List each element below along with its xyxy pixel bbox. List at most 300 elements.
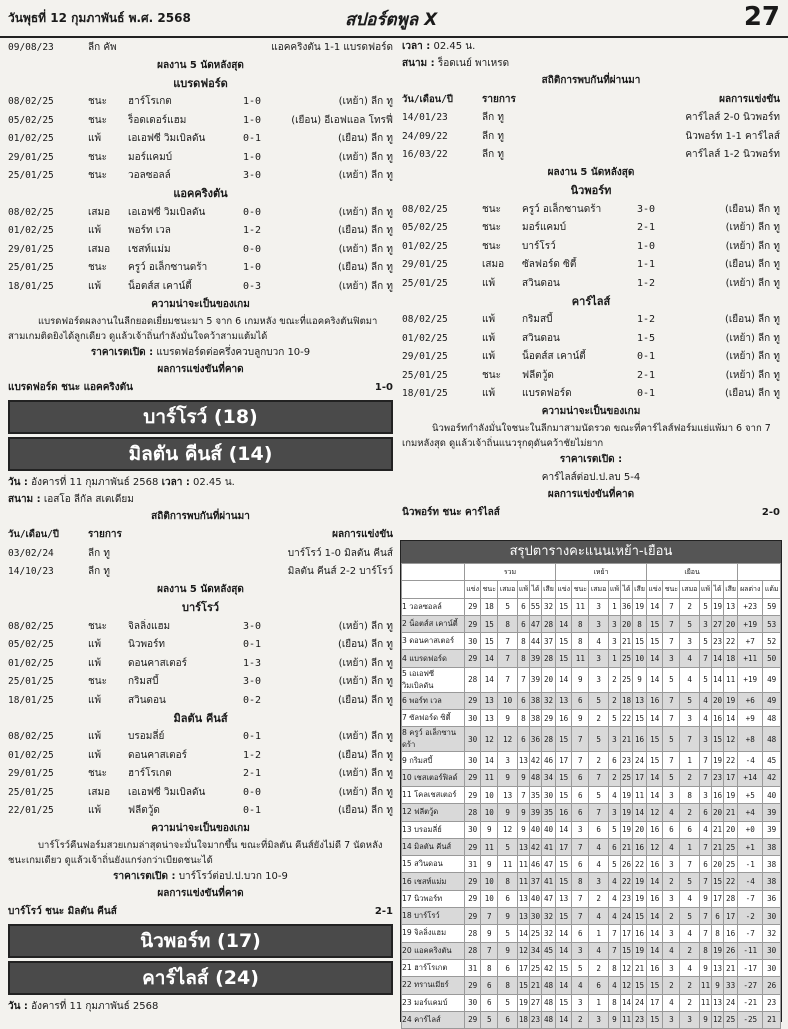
stat-cell: -21 bbox=[738, 994, 763, 1011]
stat-cell: 5 bbox=[589, 727, 609, 752]
form-row bbox=[402, 385, 780, 404]
stat-cell: 3 bbox=[589, 615, 609, 632]
stat-cell: 2 bbox=[589, 890, 609, 907]
match-result: ชนะ bbox=[88, 262, 107, 274]
stat-cell: 40 bbox=[763, 786, 781, 803]
column-header: เสมอ bbox=[680, 581, 700, 598]
table-row bbox=[402, 873, 781, 890]
stat-cell: 6 bbox=[572, 856, 589, 873]
stat-cell: 28 bbox=[465, 925, 481, 942]
stat-cell: 38 bbox=[763, 873, 781, 890]
stat-cell: 21 bbox=[620, 838, 632, 855]
odds-text: แบรดฟอร์ดต่อครึ่งควบลูกบวก 10-9 bbox=[156, 346, 311, 358]
stat-cell: 48 bbox=[763, 710, 781, 727]
stat-cell: 16 bbox=[647, 856, 663, 873]
probability-text: นิวพอร์ทกำลังมั่นใจชนะในลีกมาสามนัดรวด ขณะที่คาร์ไลส์ฟอร์มแย่แพ้มา 6 จาก 7 เกมหลังสุด ดูแล้วเจ้าถิ่นแนวรุกดุดันคว้าชัยไม่ยาก bbox=[402, 423, 771, 449]
stat-cell: 15 bbox=[517, 977, 529, 994]
stat-cell: 49 bbox=[763, 692, 781, 709]
stat-cell: 6 bbox=[498, 1011, 518, 1028]
score: 0-0 bbox=[243, 243, 262, 255]
table-row bbox=[402, 727, 781, 752]
stat-cell: 4 bbox=[699, 710, 711, 727]
stat-cell: 6 bbox=[589, 821, 609, 838]
form-row bbox=[8, 617, 393, 636]
stat-cell: 4 bbox=[699, 821, 711, 838]
stat-cell: 1 bbox=[589, 994, 609, 1011]
stat-cell: 4 bbox=[608, 786, 620, 803]
stat-cell: 7 bbox=[572, 752, 589, 769]
table-row bbox=[402, 786, 781, 803]
stat-cell: 14 bbox=[556, 821, 572, 838]
stat-cell: 3 bbox=[663, 1011, 680, 1028]
venue-league: (เยือน) ลีก ทู bbox=[724, 388, 780, 400]
stat-cell: 8 bbox=[699, 942, 711, 959]
stat-cell: 6 bbox=[680, 821, 700, 838]
stat-cell: 15 bbox=[620, 942, 632, 959]
venue-league: (เหย้า) ลีก ทู bbox=[725, 240, 780, 252]
venue: เอสโอ ลีกัล สเตเดียม bbox=[43, 493, 134, 505]
stat-cell: 15 bbox=[712, 873, 724, 890]
form-row bbox=[402, 366, 780, 385]
form-row bbox=[8, 636, 393, 655]
league: ลีก ทู bbox=[482, 149, 504, 161]
stat-cell: 7 bbox=[663, 615, 680, 632]
stat-cell: 7 bbox=[699, 873, 711, 890]
stat-cell: 7 bbox=[663, 633, 680, 650]
stat-cell: 40 bbox=[529, 821, 541, 838]
column-header: แข่ง bbox=[556, 581, 572, 598]
form-list bbox=[402, 311, 780, 404]
stat-cell: 8 bbox=[572, 633, 589, 650]
score: 0-1 bbox=[243, 805, 262, 817]
stat-cell: 3 bbox=[608, 727, 620, 752]
stat-cell: 3 bbox=[589, 598, 609, 615]
stat-cell: 16 bbox=[633, 925, 647, 942]
stat-cell: 2 bbox=[663, 977, 680, 994]
stat-cell: 16 bbox=[647, 821, 663, 838]
stat-cell: 30 bbox=[465, 633, 481, 650]
odds-text: บาร์โรว์ต่อป.ป.บวก 10-9 bbox=[178, 871, 288, 882]
stat-cell: 7 bbox=[589, 769, 609, 786]
column-header: เสีย bbox=[542, 581, 556, 598]
stat-cell: 4 bbox=[663, 994, 680, 1011]
team-cell: 20 แอคคริงตัน bbox=[402, 942, 465, 959]
venue-league: (เหย้า) ลีก ทู bbox=[725, 277, 780, 289]
stat-cell: 3 bbox=[663, 925, 680, 942]
stat-cell: 10 bbox=[633, 650, 647, 667]
odds-label: ราคาเรตเปิด : bbox=[113, 871, 176, 882]
stat-cell: 3 bbox=[608, 804, 620, 821]
stat-cell: 19 bbox=[633, 873, 647, 890]
left-column bbox=[8, 38, 393, 1015]
stat-cell: 8 bbox=[517, 633, 529, 650]
match-time-info bbox=[402, 38, 780, 55]
stat-cell: 2 bbox=[608, 667, 620, 692]
stat-cell: 10 bbox=[481, 786, 498, 803]
stat-cell: 4 bbox=[572, 977, 589, 994]
stat-cell: 3 bbox=[699, 727, 711, 752]
stat-cell: 13 bbox=[712, 959, 724, 976]
stat-cell: 29 bbox=[465, 598, 481, 615]
stat-cell: 5 bbox=[699, 598, 711, 615]
stat-cell: 6 bbox=[608, 838, 620, 855]
match-date: 29/01/25 bbox=[402, 259, 448, 271]
opponent: พอร์ท เวล bbox=[128, 225, 171, 237]
column-header: แพ้ bbox=[608, 581, 620, 598]
stat-cell: 7 bbox=[699, 650, 711, 667]
stat-cell: 16 bbox=[712, 786, 724, 803]
table-row bbox=[402, 710, 781, 727]
stat-cell: 30 bbox=[465, 752, 481, 769]
stat-cell: 14 bbox=[556, 977, 572, 994]
match-result: ชนะ bbox=[88, 96, 107, 108]
venue-league: (เยือน) ลีก ทู bbox=[337, 639, 393, 651]
stat-cell: 7 bbox=[680, 727, 700, 752]
stat-cell: 29 bbox=[465, 786, 481, 803]
stat-cell: 25 bbox=[620, 667, 632, 692]
stat-cell: -11 bbox=[738, 942, 763, 959]
stat-cell: 3 bbox=[589, 873, 609, 890]
team-cell: 21 ฮาร์โรเกต bbox=[402, 959, 465, 976]
stat-cell: 15 bbox=[481, 615, 498, 632]
stat-cell: 28 bbox=[542, 615, 556, 632]
form-title: ผลงาน 5 นัดหลังสุด bbox=[547, 167, 635, 178]
stat-cell: 33 bbox=[724, 977, 738, 994]
score: 1-0 bbox=[243, 151, 262, 163]
form-row bbox=[8, 167, 393, 186]
stat-cell: 20 bbox=[542, 667, 556, 692]
table-row bbox=[402, 821, 781, 838]
stat-cell: 6 bbox=[572, 925, 589, 942]
col-head: วัน/เดือน/ปี bbox=[8, 529, 59, 541]
stat-cell: 4 bbox=[663, 942, 680, 959]
match-date: 16/03/22 bbox=[402, 149, 448, 161]
table-row bbox=[402, 752, 781, 769]
venue-league: (เยือน) ลีก ทู bbox=[724, 203, 780, 215]
stat-cell: 15 bbox=[556, 873, 572, 890]
stat-cell: 17 bbox=[724, 908, 738, 925]
opponent: มอร์แคมบ์ bbox=[522, 222, 567, 234]
stat-cell: 18 bbox=[724, 650, 738, 667]
score: 1-0 bbox=[243, 96, 262, 108]
stat-cell: 8 bbox=[633, 615, 647, 632]
stat-cell: 28 bbox=[465, 942, 481, 959]
venue-league: (เหย้า) ลีก ทู bbox=[338, 96, 393, 108]
odds-text: คาร์ไลส์ต่อป.ป.ลบ 5-4 bbox=[541, 472, 641, 483]
prediction-text: บาร์โรว์ ชนะ มิลตัน คีนส์ bbox=[8, 906, 117, 917]
stat-cell: +23 bbox=[738, 598, 763, 615]
stat-cell: 5 bbox=[572, 959, 589, 976]
stat-cell: 7 bbox=[663, 710, 680, 727]
table-row bbox=[402, 942, 781, 959]
stat-cell: 32 bbox=[542, 925, 556, 942]
match-date: 25/01/25 bbox=[8, 676, 54, 688]
stat-cell: 6 bbox=[481, 977, 498, 994]
label: เวลา : bbox=[161, 476, 190, 488]
team-name: แบรดฟอร์ด bbox=[173, 76, 228, 90]
venue-league: (เหย้า) ลีก ทู bbox=[338, 243, 393, 255]
stat-cell: 4 bbox=[663, 804, 680, 821]
match-date: 08/02/25 bbox=[8, 206, 54, 218]
stat-cell: 7 bbox=[498, 633, 518, 650]
stat-cell: 39 bbox=[529, 804, 541, 821]
match-result: ชนะ bbox=[88, 620, 107, 632]
stat-cell: 4 bbox=[680, 890, 700, 907]
opponent: จิลลิ่งแฮม bbox=[128, 620, 171, 632]
stat-cell: 15 bbox=[633, 977, 647, 994]
score: 0-0 bbox=[243, 786, 262, 798]
stat-cell: 7 bbox=[517, 667, 529, 692]
stat-cell: 9 bbox=[517, 821, 529, 838]
score: 1-2 bbox=[637, 277, 656, 289]
stat-cell: 22 bbox=[724, 873, 738, 890]
match-result: ชนะ bbox=[88, 114, 107, 126]
team-cell: 16 เชสท์แม่ม bbox=[402, 873, 465, 890]
match-date: 29/01/25 bbox=[402, 351, 448, 363]
venue-league: (เยือน) ลีก ทู bbox=[337, 694, 393, 706]
score: 0-0 bbox=[243, 206, 262, 218]
page-number: 27 bbox=[743, 2, 780, 32]
venue-league: (เหย้า) ลีก ทู bbox=[338, 151, 393, 163]
table-row bbox=[402, 925, 781, 942]
stat-cell: +11 bbox=[738, 650, 763, 667]
prediction bbox=[8, 903, 393, 921]
match-time: 02.45 น. bbox=[193, 476, 235, 488]
stat-cell: 39 bbox=[529, 667, 541, 692]
result: แอคคริงตัน 1-1 แบรดฟอร์ด bbox=[271, 41, 393, 53]
match-date: 25/01/25 bbox=[402, 369, 448, 381]
venue-league: (เหย้า) ลีก ทู bbox=[338, 170, 393, 182]
stat-cell: 37 bbox=[542, 633, 556, 650]
stat-cell: 5 bbox=[680, 873, 700, 890]
table-row bbox=[402, 650, 781, 667]
stat-cell: 17 bbox=[712, 890, 724, 907]
stat-cell: 2 bbox=[663, 873, 680, 890]
stat-cell: 13 bbox=[517, 908, 529, 925]
stat-cell: 21 bbox=[712, 821, 724, 838]
opponent: ฟลีตวู้ด bbox=[522, 369, 554, 381]
form-row bbox=[8, 222, 393, 241]
match-result: แพ้ bbox=[88, 225, 102, 237]
stat-cell: 9 bbox=[498, 710, 518, 727]
stat-cell: 3 bbox=[699, 786, 711, 803]
prediction-score: 1-0 bbox=[374, 381, 393, 393]
match-result: ชนะ bbox=[482, 203, 501, 215]
stat-cell: 11 bbox=[572, 598, 589, 615]
stat-cell: 18 bbox=[481, 598, 498, 615]
opponent: สวินดอน bbox=[128, 694, 166, 706]
stat-cell: 30 bbox=[763, 942, 781, 959]
stat-cell: 16 bbox=[724, 925, 738, 942]
stat-cell: 13 bbox=[481, 692, 498, 709]
opponent: น็อตส์ส เคาน์ตี้ bbox=[522, 351, 586, 363]
stat-cell: 29 bbox=[465, 615, 481, 632]
venue-league: (เยือน) ลีก ทู bbox=[724, 314, 780, 326]
team-cell: 1 วอลซอลล์ bbox=[402, 598, 465, 615]
form-list bbox=[402, 200, 780, 293]
stat-cell: 9 bbox=[517, 769, 529, 786]
stat-cell: 15 bbox=[647, 1011, 663, 1028]
form-row bbox=[8, 203, 393, 222]
stat-cell: 14 bbox=[556, 925, 572, 942]
venue-league: (เหย้า) ลีก ทู bbox=[338, 768, 393, 780]
stat-cell: 39 bbox=[763, 804, 781, 821]
stat-cell: 8 bbox=[572, 873, 589, 890]
stat-cell: 14 bbox=[724, 710, 738, 727]
stat-cell: 14 bbox=[647, 942, 663, 959]
stat-cell: 25 bbox=[724, 856, 738, 873]
match-result: แพ้ bbox=[482, 332, 496, 344]
form-list bbox=[8, 728, 393, 821]
venue-league: (เหย้า) ลีก ทู bbox=[725, 332, 780, 344]
score: 0-2 bbox=[243, 694, 262, 706]
stat-cell: 6 bbox=[572, 769, 589, 786]
form-row bbox=[402, 200, 780, 219]
group-home: เหย้า bbox=[556, 564, 647, 581]
stat-cell: 9 bbox=[699, 890, 711, 907]
score: 0-1 bbox=[637, 388, 656, 400]
match-result: ชนะ bbox=[482, 240, 501, 252]
column-header: ได้ bbox=[529, 581, 541, 598]
column-header: ได้ bbox=[712, 581, 724, 598]
table-row bbox=[402, 908, 781, 925]
league: ลีก คัพ bbox=[88, 41, 117, 53]
stat-cell: 1 bbox=[608, 650, 620, 667]
stat-cell: 9 bbox=[498, 769, 518, 786]
stat-cell: 25 bbox=[620, 769, 632, 786]
form-row bbox=[8, 783, 393, 802]
h2h-header bbox=[402, 90, 780, 109]
team-banner: บาร์โรว์ (18) bbox=[8, 400, 393, 434]
stat-cell: 46 bbox=[529, 856, 541, 873]
stat-cell: 28 bbox=[542, 727, 556, 752]
stat-cell: 20 bbox=[712, 692, 724, 709]
stat-cell: 7 bbox=[699, 838, 711, 855]
form-row bbox=[402, 311, 780, 330]
prediction-text: นิวพอร์ท ชนะ คาร์ไลส์ bbox=[402, 507, 500, 518]
score: 3-0 bbox=[243, 676, 262, 688]
match-time: 02.45 น. bbox=[433, 41, 476, 52]
stat-cell: 7 bbox=[498, 650, 518, 667]
match-date: อังคารที่ 11 กุมภาพันธ์ 2568 bbox=[31, 476, 159, 488]
opponent: เอเอฟซี วิมเบิลดัน bbox=[128, 206, 206, 218]
stat-cell: 12 bbox=[481, 727, 498, 752]
score: 0-1 bbox=[243, 639, 262, 651]
stat-cell: 13 bbox=[712, 994, 724, 1011]
stat-cell: 3 bbox=[572, 942, 589, 959]
opponent: เอเอฟซี วิมเบิลดัน bbox=[128, 786, 206, 798]
stat-cell: 6 bbox=[517, 598, 529, 615]
stat-cell: 2 bbox=[589, 710, 609, 727]
stat-cell: 6 bbox=[517, 692, 529, 709]
opponent: ร็อดเดอร์แฮม bbox=[128, 114, 187, 126]
stat-cell: 36 bbox=[620, 598, 632, 615]
match-date: 29/01/25 bbox=[8, 768, 54, 780]
match-date: 08/02/25 bbox=[402, 314, 448, 326]
stat-cell: 2 bbox=[608, 692, 620, 709]
stat-cell: 6 bbox=[572, 786, 589, 803]
col-head: ผลการแข่งขัน bbox=[332, 529, 393, 541]
stat-cell: 5 bbox=[498, 994, 518, 1011]
form-row bbox=[8, 240, 393, 259]
form-row bbox=[8, 654, 393, 673]
score: 1-1 bbox=[637, 259, 656, 271]
opponent: มอร์แคมบ์ bbox=[128, 151, 173, 163]
stat-cell: 20 bbox=[620, 615, 632, 632]
stat-cell: 6 bbox=[663, 821, 680, 838]
stat-cell: 49 bbox=[763, 667, 781, 692]
stat-cell: 32 bbox=[542, 908, 556, 925]
stat-cell: 7 bbox=[680, 856, 700, 873]
stat-cell: 40 bbox=[529, 890, 541, 907]
stat-cell: 8 bbox=[498, 873, 518, 890]
opponent: สวินดอน bbox=[522, 277, 560, 289]
stat-cell: 9 bbox=[498, 908, 518, 925]
stat-cell: 6 bbox=[699, 856, 711, 873]
stat-cell: 18 bbox=[517, 1011, 529, 1028]
stat-cell: 14 bbox=[647, 769, 663, 786]
score: 1-2 bbox=[243, 225, 262, 237]
stat-cell: 19 bbox=[620, 786, 632, 803]
date: 09/08/23 bbox=[8, 41, 54, 53]
stat-cell: +4 bbox=[738, 804, 763, 821]
match-date: 18/01/25 bbox=[8, 280, 54, 292]
stat-cell: 5 bbox=[498, 925, 518, 942]
stat-cell: 19 bbox=[724, 786, 738, 803]
team-cell: 15 สวินดอน bbox=[402, 856, 465, 873]
score: 0-1 bbox=[243, 133, 262, 145]
team-cell: 18 บาร์โรว์ bbox=[402, 908, 465, 925]
match-date: 25/01/25 bbox=[402, 277, 448, 289]
match-result: แพ้ bbox=[88, 694, 102, 706]
stat-cell: 25 bbox=[529, 959, 541, 976]
result: นิวพอร์ท 1-1 คาร์ไลส์ bbox=[685, 130, 780, 142]
stat-cell: 14 bbox=[481, 752, 498, 769]
stat-cell: 11 bbox=[724, 667, 738, 692]
form-row bbox=[8, 765, 393, 784]
team-name: แอคคริงตัน bbox=[173, 187, 228, 200]
stat-cell: 16 bbox=[556, 710, 572, 727]
prediction-score: 2-1 bbox=[374, 906, 393, 917]
stat-cell: 3 bbox=[680, 633, 700, 650]
stat-cell: 30 bbox=[542, 786, 556, 803]
stat-cell: 1 bbox=[589, 925, 609, 942]
stat-cell: 3 bbox=[680, 710, 700, 727]
stat-cell: 26 bbox=[724, 942, 738, 959]
match-result: ชนะ bbox=[482, 369, 501, 381]
stat-cell: 5 bbox=[680, 615, 700, 632]
odds bbox=[8, 868, 393, 885]
match-info bbox=[8, 998, 393, 1015]
match-info bbox=[8, 474, 393, 491]
standings-table bbox=[400, 540, 782, 1025]
stat-cell: 11 bbox=[498, 856, 518, 873]
stat-cell: +9 bbox=[738, 710, 763, 727]
stat-cell: 42 bbox=[529, 838, 541, 855]
stat-cell: 21 bbox=[620, 727, 632, 752]
match-result: แพ้ bbox=[88, 805, 102, 817]
team-cell: 5 เอเอฟซี วิมเบิลดัน bbox=[402, 667, 465, 692]
stat-cell: 8 bbox=[517, 650, 529, 667]
score: 1-2 bbox=[637, 314, 656, 326]
stat-cell: 28 bbox=[542, 650, 556, 667]
h2h-header bbox=[8, 526, 393, 545]
column-header: ผลต่าง bbox=[738, 581, 763, 598]
stat-cell: 10 bbox=[481, 804, 498, 821]
stat-cell: 23 bbox=[763, 994, 781, 1011]
table-row bbox=[402, 692, 781, 709]
stat-cell: 25 bbox=[620, 650, 632, 667]
